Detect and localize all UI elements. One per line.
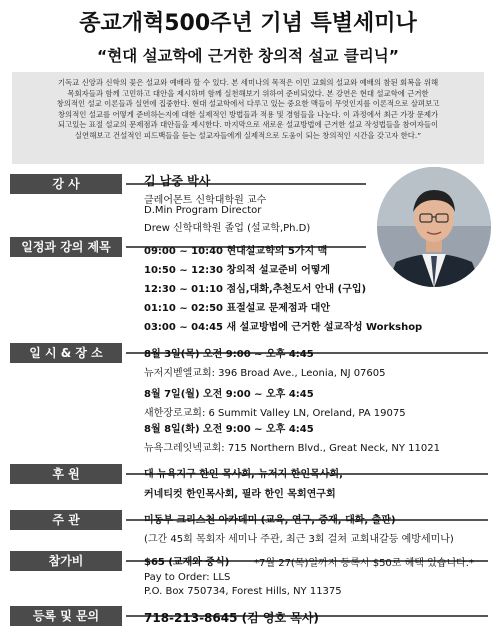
seminar-title: 종교개혁500주년 기념 특별세미나 [79, 11, 417, 36]
intro-line: 되고있는 표절 설교의 문제점과 대안들을 제시한다. 마지막으로 새로운 설교방법에 근거한 설교 작성법들을 참여자들이 [57, 120, 439, 130]
session-venue: 뉴저지벧엘교회: 396 Broad Ave., Leonia, NJ 07605 [144, 368, 386, 379]
speaker-role: D.Min Program Director [144, 205, 262, 216]
fee-label: 참가비 [10, 551, 122, 571]
intro-line: 창의적인 설교를 어떻게 준비하는지에 대한 실제적인 방법들과 적용 및 경험들을 나눈다. 이 과정에서 최근 가장 문제가 [57, 109, 439, 119]
dates-label: 일 시 & 장 소 [10, 343, 122, 363]
sponsor-line: 대 뉴욕지구 한인 목사회, 뉴저지 한인목사회, [144, 469, 343, 480]
fee-note: *7월 27(목)일까지 등록시 $50로 혜택 있습니다.* [254, 558, 474, 569]
fee-amount: $65 (교재와 중식) [144, 557, 230, 568]
schedule-label: 일정과 강의 제목 [10, 237, 122, 257]
speaker-photo [376, 166, 492, 288]
intro-box [12, 72, 484, 164]
fee-address: P.O. Box 750734, Forest Hills, NY 11375 [144, 586, 342, 597]
intro-line: 목회자들과 함께 고민하고 대안을 제시하며 함께 실천해보기 위하여 준비되었다. 본 강연은 현대 설교학에 근거한 [67, 88, 429, 98]
intro-line: 기독교 신앙과 신학의 꽃은 설교와 예배라 할 수 있다. 본 세미나의 목적은 이민 교회의 설교와 예배의 참된 회복을 위해 [57, 78, 439, 87]
host-note: (그간 45회 목회자 세미나 주관, 최근 3회 걸쳐 교회내갈등 예방세미나) [144, 534, 454, 545]
speaker-degree: Drew 신학대학원 졸업 (설교학,Ph.D) [144, 223, 311, 234]
speaker-label: 강 사 [10, 174, 122, 194]
session-venue: 새한장로교회: 6 Summit Valley LN, Oreland, PA 19075 [144, 408, 406, 419]
schedule-item: 09:00 ~ 10:40 현대설교학의 5가지 맥 [144, 246, 328, 257]
session-date: 8월 8일(화) 오전 9:00 ~ 오후 4:45 [144, 424, 314, 435]
contact-phone: 718-213-8645 (김 영호 목사) [144, 611, 319, 625]
session-date: 8월 7일(월) 오전 9:00 ~ 오후 4:45 [144, 389, 314, 400]
speaker-name: 김 남중 박사 [144, 174, 211, 188]
schedule-item: 10:50 ~ 12:30 창의적 설교준비 어떻게 [144, 265, 331, 276]
sponsor-line: 커네티컷 한인목사회, 필라 한인 목회연구회 [144, 489, 336, 500]
session-venue: 뉴욕그레잇넥교회: 715 Northern Blvd., Great Neck, NY 11021 [144, 443, 440, 454]
speaker-title: 클레어몬트 신학대학원 교수 [144, 195, 267, 206]
intro-line: 실연해보고 건설적인 피드백들을 듣는 설교자들에게 실제적으로 도움이 되는 창의적인 시간을 갖고자 한다.” [74, 130, 422, 140]
host-label: 주 관 [10, 510, 122, 530]
fee-payee: Pay to Order: LLS [144, 572, 231, 583]
seminar-subtitle: “현대 설교학에 근거한 창의적 설교 클리닉” [97, 47, 399, 65]
intro-line: 창의적인 설교 이론들과 실연에 집중한다. 현대 설교학에서 다루고 있는 중요한 맥들이 무엇인지를 이론적으로 살펴보고 [56, 99, 440, 109]
sponsor-label: 후 원 [10, 464, 122, 484]
schedule-item: 01:10 ~ 02:50 표절설교 문제점과 대안 [144, 303, 331, 314]
contact-label: 등록 및 문의 [10, 606, 122, 626]
schedule-item: 03:00 ~ 04:45 새 설교방법에 근거한 설교작성 Workshop [144, 322, 423, 333]
schedule-item: 12:30 ~ 01:10 점심,대화,추천도서 안내 (구입) [144, 284, 367, 295]
host-name: 미동부 크리스천 아카데미 (교육, 연구, 중재, 대화, 출판) [144, 515, 396, 526]
session-date: 8월 3일(목) 오전 9:00 ~ 오후 4:45 [144, 349, 314, 360]
